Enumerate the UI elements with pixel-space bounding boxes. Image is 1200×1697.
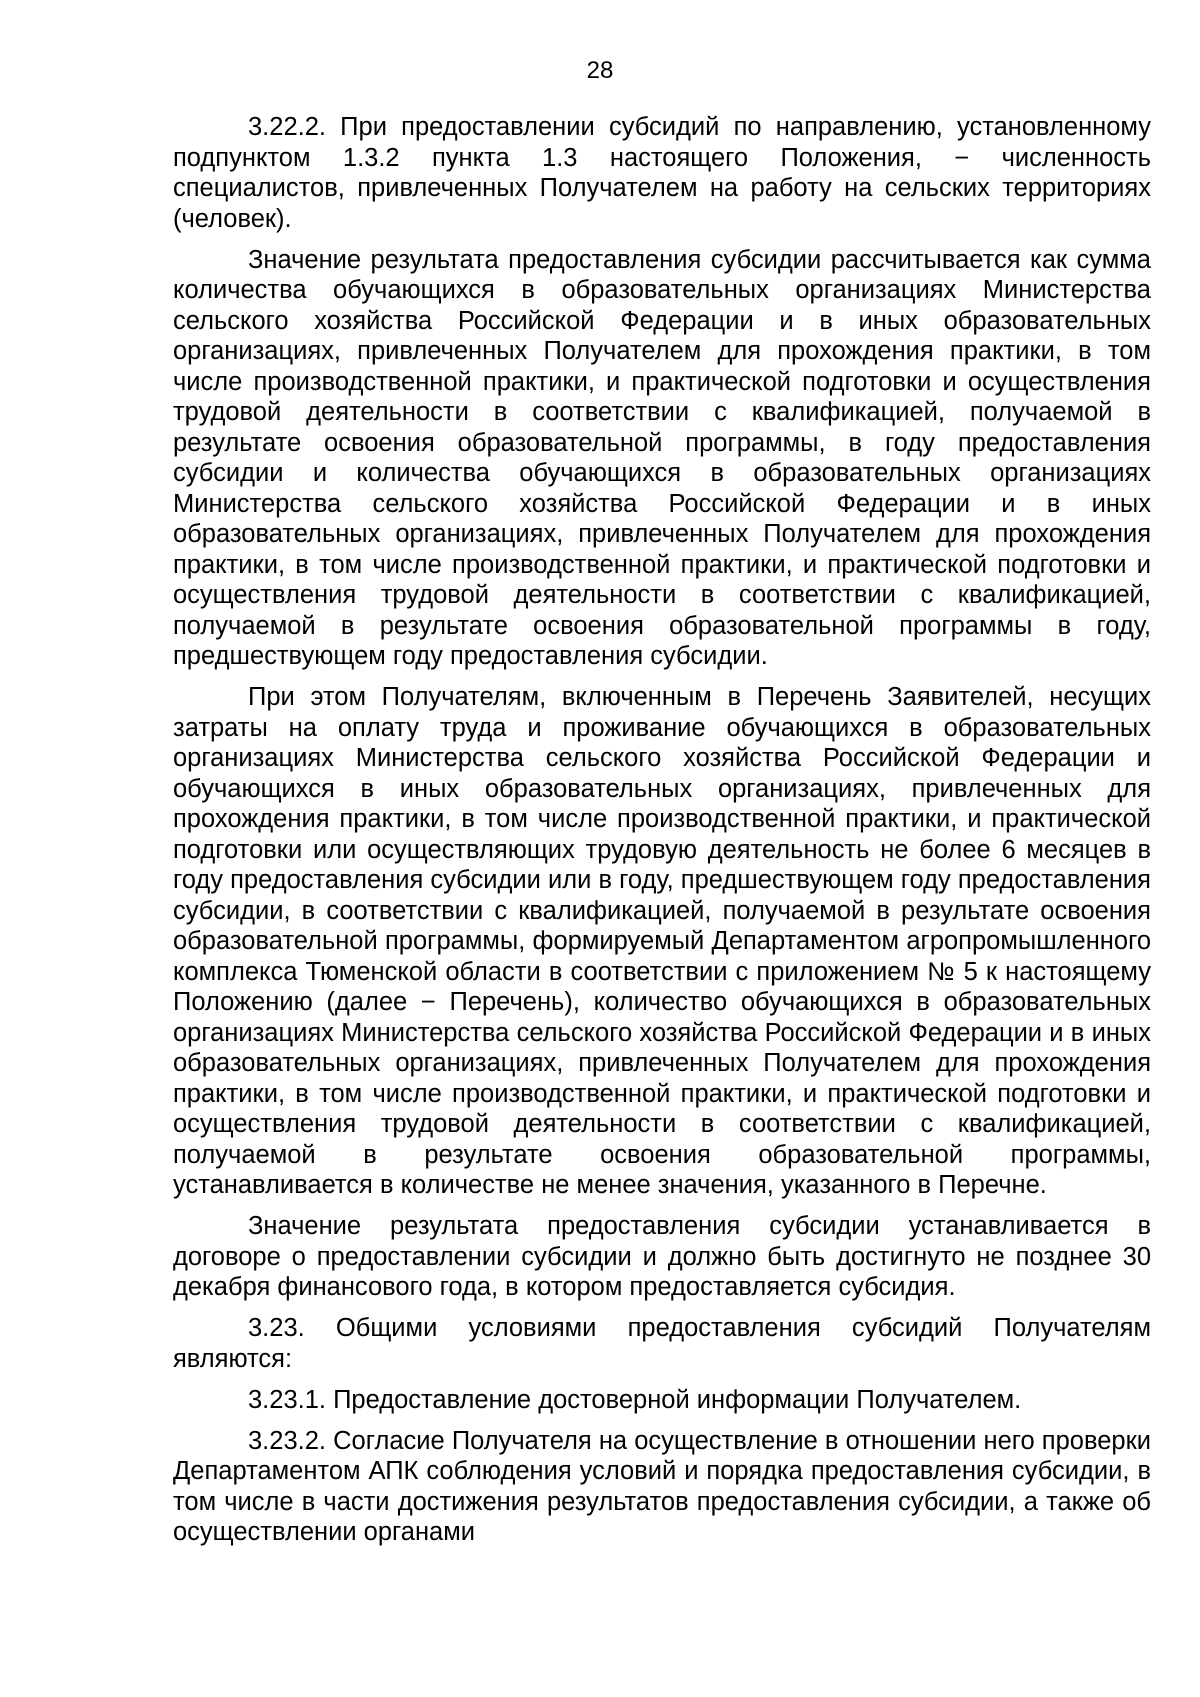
- paragraph-3-23: 3.23. Общими условиями предоставления субсидий Получателям являются:: [173, 1314, 1151, 1373]
- paragraph-result-deadline: Значение результата предоставления субсидии устанавливается в договоре о предоставлении субсидии и должно быть достигнуто не позднее 30 декабря финансового года, в котором предоставляется субсидия.: [173, 1212, 1151, 1301]
- paragraph-3-23-2: 3.23.2. Согласие Получателя на осуществление в отношении него проверки Департаментом АПК соблюдения условий и порядка предоставления субсидии, в том числе в части достижения результатов предоставления субсидии, а также об осуществлении органами: [173, 1426, 1151, 1546]
- paragraph-result-calculation: Значение результата предоставления субсидии рассчитывается как сумма количества обучающихся в образовательных организациях Министерства сельского хозяйства Российской Федерации и в иных образовательных организациях, привлеченных Получателем для прохождения практики, в том числе производственной практики, и практической подготовки и осуществления трудовой деятельности в соответствии с квалификацией, получаемой в результате освоения образовательной программы, в году предоставления субсидии и количества обучающихся в образовательных организациях Министерства сельского хозяйства Российской Федерации и в иных образовательных организациях, привлеченных Получателем для прохождения практики, в том числе производственной практики, и практической подготовки и осуществления трудовой деятельности в соответствии с квалификацией, получаемой в результате освоения образовательной программы в году, предшествующем году предоставления субсидии.: [173, 245, 1151, 670]
- paragraph-recipients-list: При этом Получателям, включенным в Перечень Заявителей, несущих затраты на оплату труда и проживание обучающихся в образовательных организациях Министерства сельского хозяйства Российской Федерации и обучающихся в иных образовательных организациях, привлеченных для прохождения практики, в том числе производственной практики, и практической подготовки или осуществляющих трудовую деятельность не более 6 месяцев в году предоставления субсидии или в году, предшествующем году предоставления субсидии, в соответствии с квалификацией, получаемой в результате освоения образовательной программы, формируемый Департаментом агропромышленного комплекса Тюменской области в соответствии с приложением № 5 к настоящему Положению (далее − Перечень), количество обучающихся в образовательных организациях Министерства сельского хозяйства Российской Федерации и в иных образовательных организациях, привлеченных Получателем для прохождения практики, в том числе производственной практики, и практической подготовки и осуществления трудовой деятельности в соответствии с квалификацией, получаемой в результате освоения образовательной программы, устанавливается в количестве не менее значения, указанного в Перечне.: [173, 683, 1151, 1199]
- paragraph-3-22-2: 3.22.2. При предоставлении субсидий по направлению, установленному подпунктом 1.3.2 пункта 1.3 настоящего Положения, − численность специалистов, привлеченных Получателем на работу на сельских территориях (человек).: [173, 113, 1151, 233]
- page-number: 28: [586, 57, 614, 84]
- paragraph-3-23-1: 3.23.1. Предоставление достоверной информации Получателем.: [248, 1385, 1022, 1414]
- document-body: [173, 112, 1151, 1548]
